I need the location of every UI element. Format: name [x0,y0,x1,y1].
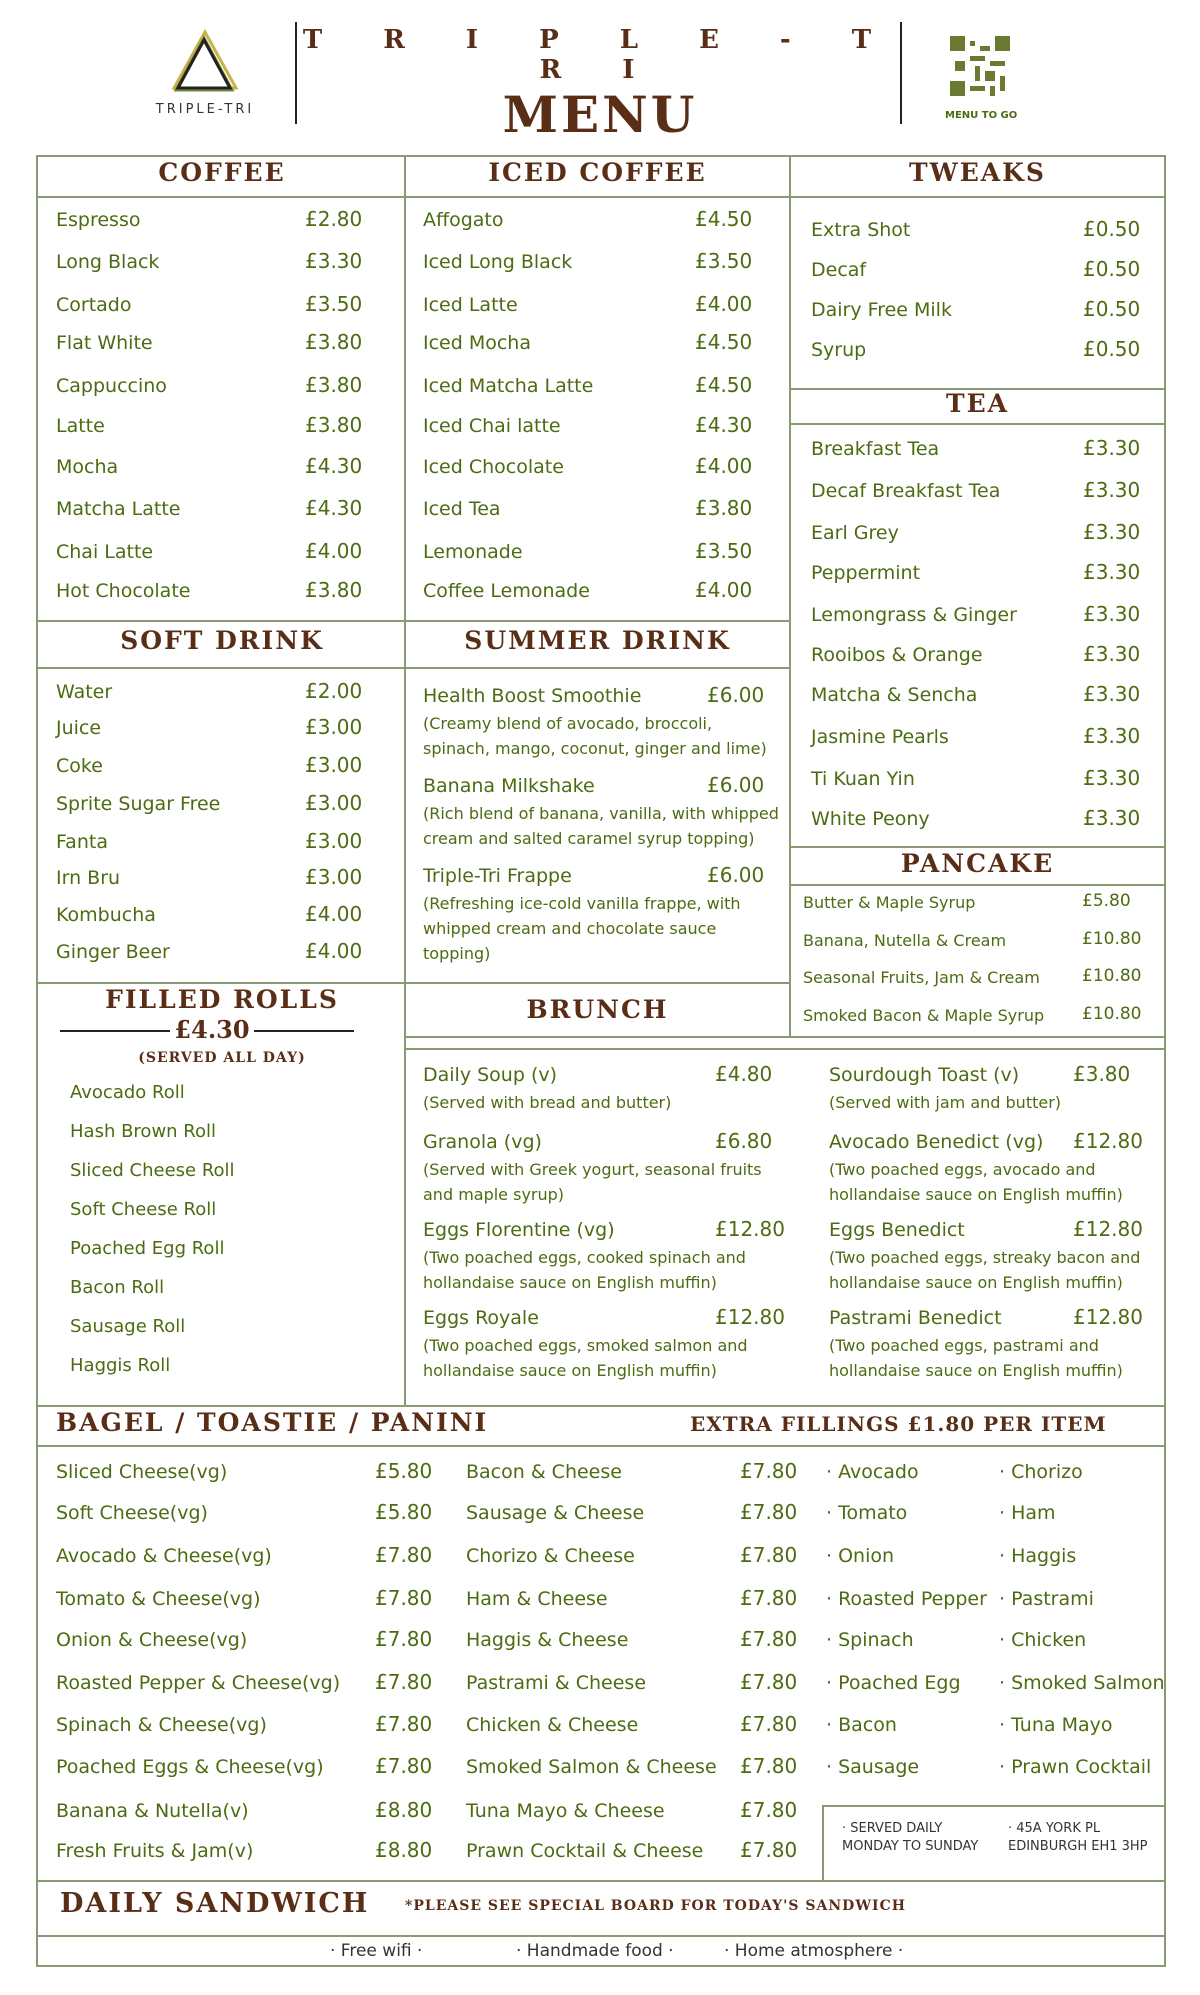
extra-filling: · Prawn Cocktail [999,1756,1152,1778]
menu-item-price: £3.30 [1083,724,1141,748]
header-divider [295,22,297,124]
menu-item-name: Seasonal Fruits, Jam & Cream [803,968,1040,987]
menu-item-name: Affogato [423,209,504,231]
menu-item-name: Iced Latte [423,294,518,316]
info-box [822,1805,1164,1880]
menu-item-price: £10.80 [1082,966,1142,986]
brunch-item-description: (Served with bread and butter) [423,1093,672,1112]
menu-item-price: £3.30 [305,249,363,273]
menu-item-price: £10.80 [1082,929,1142,949]
menu-item-price: £3.30 [1083,520,1141,544]
bagel-item-price: £7.80 [740,1586,798,1610]
menu-item-name: Sprite Sugar Free [56,793,221,815]
menu-item-price: £3.30 [1083,642,1141,666]
menu-item-price: £3.30 [1083,478,1141,502]
coffee-title: COFFEE [158,158,286,187]
brunch-item-price: £12.80 [1073,1129,1143,1153]
qr-label: MENU TO GO [945,110,1018,121]
brunch-item-description: (Served with jam and butter) [829,1093,1062,1112]
menu-item-price: £3.50 [305,292,363,316]
divider [38,1405,1164,1407]
menu-item-price: £3.50 [695,249,753,273]
drink-price: £6.00 [707,863,765,887]
extra-filling: · Spinach [826,1629,914,1651]
menu-item-name: Decaf [811,259,867,281]
brunch-item-name: Eggs Benedict [829,1219,965,1241]
menu-item-name: Lemonade [423,541,523,563]
qr-code-block[interactable] [945,36,1018,121]
brunch-item-description: (Two poached eggs, streaky bacon and hollandaise sauce on English muffin) [829,1248,1141,1292]
brunch-item-price: £12.80 [715,1217,785,1241]
menu-item-name: Latte [56,415,105,437]
menu-item-price: £5.80 [1082,891,1131,911]
menu-item-name: Syrup [811,339,867,361]
menu-item-price: £4.00 [695,454,753,478]
roll-item: Bacon Roll [70,1277,165,1298]
menu-item-price: £3.00 [305,829,363,853]
bagel-item-name: Roasted Pepper & Cheese(vg) [56,1672,341,1694]
served-daily: · SERVED DAILY [842,1821,943,1836]
menu-item-price: £3.00 [305,753,363,777]
summer-drink-title: SUMMER DRINK [464,626,731,655]
menu-item-name: Fanta [56,831,108,853]
extra-filling: · Pastrami [999,1588,1094,1610]
extra-filling: · Ham [999,1502,1056,1524]
address-line-2: EDINBURGH EH1 3HP [1008,1839,1148,1854]
pancake-title: PANCAKE [900,849,1055,878]
brunch-item-name: Sourdough Toast (v) [829,1064,1020,1086]
menu-item-name: Earl Grey [811,522,899,544]
drink-price: £6.00 [707,683,765,707]
menu-item-price: £4.00 [305,539,363,563]
drink-description: (Creamy blend of avocado, broccoli, spinach, mango, coconut, ginger and lime) [423,714,767,758]
menu-item-name: Water [56,681,113,703]
brunch-item-name: Avocado Benedict (vg) [829,1131,1044,1153]
menu-item-name: Espresso [56,209,141,231]
menu-item-name: Ti Kuan Yin [811,768,915,790]
brunch-item-name: Eggs Florentine (vg) [423,1219,615,1241]
brand-name: T R I P L E - T R I [302,25,898,85]
divider [404,1048,1164,1050]
roll-item: Soft Cheese Roll [70,1199,217,1220]
menu-item-name: Coke [56,755,103,777]
bagel-item-price: £7.80 [375,1712,433,1736]
menu-item-name: Breakfast Tea [811,438,940,460]
bagel-item-price: £7.80 [740,1670,798,1694]
menu-item-price: £4.30 [695,413,753,437]
menu-header [0,0,1200,150]
bagel-item-name: Banana & Nutella(v) [56,1800,249,1822]
menu-item-price: £0.50 [1083,257,1141,281]
menu-item-name: Hot Chocolate [56,580,191,602]
brand-title [300,25,900,144]
brunch-item-description: (Two poached eggs, cooked spinach and hollandaise sauce on English muffin) [423,1248,746,1292]
menu-item-name: Decaf Breakfast Tea [811,480,1001,502]
tweaks-title: TWEAKS [909,158,1046,187]
bagel-item-name: Smoked Salmon & Cheese [466,1756,717,1778]
menu-item-price: £3.80 [695,496,753,520]
menu-item-price: £4.30 [305,454,363,478]
menu-title: MENU [502,85,698,144]
extra-filling: · Chicken [999,1629,1087,1651]
bagel-item-price: £8.80 [375,1838,433,1862]
bagel-item-price: £7.80 [740,1712,798,1736]
menu-item-name: Peppermint [811,562,921,584]
bagel-item-name: Tomato & Cheese(vg) [56,1588,261,1610]
menu-item-name: Banana, Nutella & Cream [803,931,1007,950]
extra-filling: · Avocado [826,1461,919,1483]
menu-item-price: £3.00 [305,791,363,815]
rule-left [60,1030,170,1032]
menu-item-name: Extra Shot [811,219,911,241]
brunch-item-price: £12.80 [715,1305,785,1329]
menu-item-name: Irn Bru [56,867,121,889]
served-days: MONDAY TO SUNDAY [842,1839,979,1854]
filled-rolls-price: £4.30 [174,1015,250,1044]
bagel-item-price: £7.80 [375,1627,433,1651]
logo-text: TRIPLE-TRI [155,102,255,117]
triangle-logo-icon [170,28,240,98]
divider [38,620,789,622]
menu-item-name: Iced Mocha [423,332,531,354]
roll-item: Avocado Roll [70,1082,185,1103]
brunch-title: BRUNCH [526,995,669,1024]
brunch-item-price: £6.80 [715,1129,773,1153]
menu-item-name: Flat White [56,332,153,354]
roll-item: Hash Brown Roll [70,1121,217,1142]
bagel-item-price: £7.80 [740,1543,798,1567]
divider [789,884,1164,886]
menu-item-name: Juice [56,717,102,739]
tea-title: TEA [945,389,1010,418]
brunch-item-price: £12.80 [1073,1305,1143,1329]
menu-item-name: Cappuccino [56,375,167,397]
bagel-item-price: £7.80 [375,1543,433,1567]
extra-fillings-title: EXTRA FILLINGS £1.80 PER ITEM [690,1412,1107,1436]
bagel-item-name: Tuna Mayo & Cheese [466,1800,665,1822]
menu-item-price: £4.00 [305,902,363,926]
footer-handmade: · Handmade food · [516,1941,674,1961]
divider [38,667,789,669]
menu-item-price: £10.80 [1082,1004,1142,1024]
menu-item-name: Coffee Lemonade [423,580,590,602]
bagel-item-name: Pastrami & Cheese [466,1672,647,1694]
menu-item-name: Jasmine Pearls [811,726,949,748]
menu-item-name: Matcha Latte [56,498,181,520]
drink-name: Health Boost Smoothie [423,685,642,707]
bagel-item-name: Sliced Cheese(vg) [56,1461,228,1483]
roll-item: Sliced Cheese Roll [70,1160,235,1181]
divider [38,982,789,984]
menu-item-name: Iced Long Black [423,251,573,273]
divider [789,157,791,1037]
menu-item-price: £3.30 [1083,560,1141,584]
menu-item-name: Iced Matcha Latte [423,375,594,397]
brunch-item-name: Granola (vg) [423,1131,542,1153]
menu-item-price: £0.50 [1083,297,1141,321]
menu-item-name: Lemongrass & Ginger [811,604,1017,626]
menu-item-price: £3.30 [1083,766,1141,790]
menu-item-name: Rooibos & Orange [811,644,983,666]
bagel-item-name: Ham & Cheese [466,1588,608,1610]
roll-item: Haggis Roll [70,1355,171,1376]
bagel-item-name: Bacon & Cheese [466,1461,622,1483]
bagel-item-name: Poached Eggs & Cheese(vg) [56,1756,324,1778]
bagel-item-name: Chorizo & Cheese [466,1545,635,1567]
menu-item-price: £3.30 [1083,436,1141,460]
menu-item-price: £4.00 [695,578,753,602]
bagel-item-price: £7.80 [375,1754,433,1778]
menu-item-name: Kombucha [56,904,156,926]
drink-price: £6.00 [707,773,765,797]
bagel-item-price: £7.80 [375,1586,433,1610]
daily-sandwich-title: DAILY SANDWICH [60,1888,370,1919]
soft-drink-title: SOFT DRINK [120,626,324,655]
extra-filling: · Onion [826,1545,895,1567]
menu-item-price: £4.50 [695,373,753,397]
roll-item: Poached Egg Roll [70,1238,225,1259]
bagel-item-price: £5.80 [375,1500,433,1524]
bagel-item-name: Avocado & Cheese(vg) [56,1545,272,1567]
bagel-item-price: £7.80 [740,1798,798,1822]
brunch-item-description: (Two poached eggs, avocado and hollandaise sauce on English muffin) [829,1160,1123,1204]
bagel-item-price: £7.80 [740,1500,798,1524]
divider [38,1935,1164,1937]
bagel-item-price: £7.80 [740,1838,798,1862]
menu-item-name: Long Black [56,251,160,273]
menu-item-price: £4.50 [695,207,753,231]
divider [38,1445,1164,1447]
menu-item-price: £3.80 [305,578,363,602]
menu-item-price: £0.50 [1083,337,1141,361]
menu-item-price: £3.30 [1083,602,1141,626]
brunch-item-name: Pastrami Benedict [829,1307,1002,1329]
bagel-item-price: £7.80 [375,1670,433,1694]
menu-item-price: £4.00 [695,292,753,316]
divider [38,196,1164,198]
menu-item-price: £4.30 [305,496,363,520]
bagel-item-name: Soft Cheese(vg) [56,1502,208,1524]
bagel-item-name: Prawn Cocktail & Cheese [466,1840,704,1862]
bagel-item-price: £7.80 [740,1754,798,1778]
menu-item-price: £3.00 [305,865,363,889]
menu-item-price: £4.50 [695,330,753,354]
brunch-item-price: £4.80 [715,1062,773,1086]
menu-item-price: £3.50 [695,539,753,563]
brunch-item-name: Daily Soup (v) [423,1064,558,1086]
bagel-item-price: £7.80 [740,1459,798,1483]
menu-item-name: Iced Chocolate [423,456,564,478]
brunch-item-name: Eggs Royale [423,1307,539,1329]
bagel-item-price: £8.80 [375,1798,433,1822]
bagel-item-price: £5.80 [375,1459,433,1483]
divider [404,1036,1164,1038]
menu-item-name: Iced Tea [423,498,501,520]
drink-name: Banana Milkshake [423,775,595,797]
menu-item-name: Cortado [56,294,132,316]
extra-filling: · Roasted Pepper [826,1588,987,1610]
menu-item-price: £3.30 [1083,682,1141,706]
menu-item-price: £3.80 [305,330,363,354]
filled-rolls-note: (SERVED ALL DAY) [138,1050,306,1066]
drink-description: (Refreshing ice-cold vanilla frappe, with whipped cream and chocolate sauce topping) [423,894,741,963]
menu-item-price: £2.80 [305,207,363,231]
bagel-item-price: £7.80 [740,1627,798,1651]
bagel-item-name: Haggis & Cheese [466,1629,629,1651]
menu-item-name: Dairy Free Milk [811,299,952,321]
menu-item-price: £2.00 [305,679,363,703]
bagel-item-name: Onion & Cheese(vg) [56,1629,248,1651]
bagel-item-name: Chicken & Cheese [466,1714,639,1736]
menu-item-name: Mocha [56,456,119,478]
menu-item-name: White Peony [811,808,930,830]
filled-rolls-title: FILLED ROLLS [105,985,339,1014]
rule-right [254,1030,354,1032]
menu-item-name: Butter & Maple Syrup [803,893,976,912]
menu-item-name: Matcha & Sencha [811,684,978,706]
menu-item-price: £0.50 [1083,217,1141,241]
divider [789,423,1164,425]
extra-filling: · Tomato [826,1502,908,1524]
bagel-item-name: Spinach & Cheese(vg) [56,1714,267,1736]
menu-item-price: £3.80 [305,413,363,437]
brunch-item-description: (Two poached eggs, pastrami and hollandaise sauce on English muffin) [829,1336,1123,1380]
menu-item-name: Ginger Beer [56,941,170,963]
extra-filling: · Smoked Salmon [999,1672,1165,1694]
daily-sandwich-note: *PLEASE SEE SPECIAL BOARD FOR TODAY'S SANDWICH [405,1898,906,1914]
extra-filling: · Tuna Mayo [999,1714,1113,1736]
extra-filling: · Haggis [999,1545,1077,1567]
logo [140,28,270,128]
extra-filling: · Sausage [826,1756,920,1778]
divider [38,1880,1164,1882]
brunch-item-description: (Served with Greek yogurt, seasonal fruits and maple syrup) [423,1160,762,1204]
address-line-1: · 45A YORK PL [1008,1821,1101,1836]
menu-item-price: £3.30 [1083,806,1141,830]
menu-item-name: Chai Latte [56,541,154,563]
iced-coffee-title: ICED COFFEE [488,158,707,187]
brunch-item-price: £3.80 [1073,1062,1131,1086]
extra-filling: · Bacon [826,1714,897,1736]
drink-name: Triple-Tri Frappe [423,865,572,887]
extra-filling: · Chorizo [999,1461,1083,1483]
footer-atmosphere: · Home atmosphere · [724,1941,904,1961]
menu-item-name: Iced Chai latte [423,415,561,437]
roll-item: Sausage Roll [70,1316,186,1337]
menu-item-price: £4.00 [305,939,363,963]
extra-filling: · Poached Egg [826,1672,961,1694]
bagel-title: BAGEL / TOASTIE / PANINI [56,1408,489,1437]
qr-code-icon[interactable] [950,36,1010,96]
footer-wifi: · Free wifi · [330,1941,423,1961]
header-divider [900,22,902,124]
menu-item-price: £3.80 [305,373,363,397]
bagel-item-name: Sausage & Cheese [466,1502,645,1524]
brunch-item-price: £12.80 [1073,1217,1143,1241]
divider [404,157,406,1407]
divider [789,846,1164,848]
bagel-item-name: Fresh Fruits & Jam(v) [56,1840,254,1862]
menu-item-name: Smoked Bacon & Maple Syrup [803,1006,1045,1025]
menu-item-price: £3.00 [305,715,363,739]
drink-description: (Rich blend of banana, vanilla, with whipped cream and salted caramel syrup topping) [423,804,779,848]
brunch-item-description: (Two poached eggs, smoked salmon and hollandaise sauce on English muffin) [423,1336,748,1380]
